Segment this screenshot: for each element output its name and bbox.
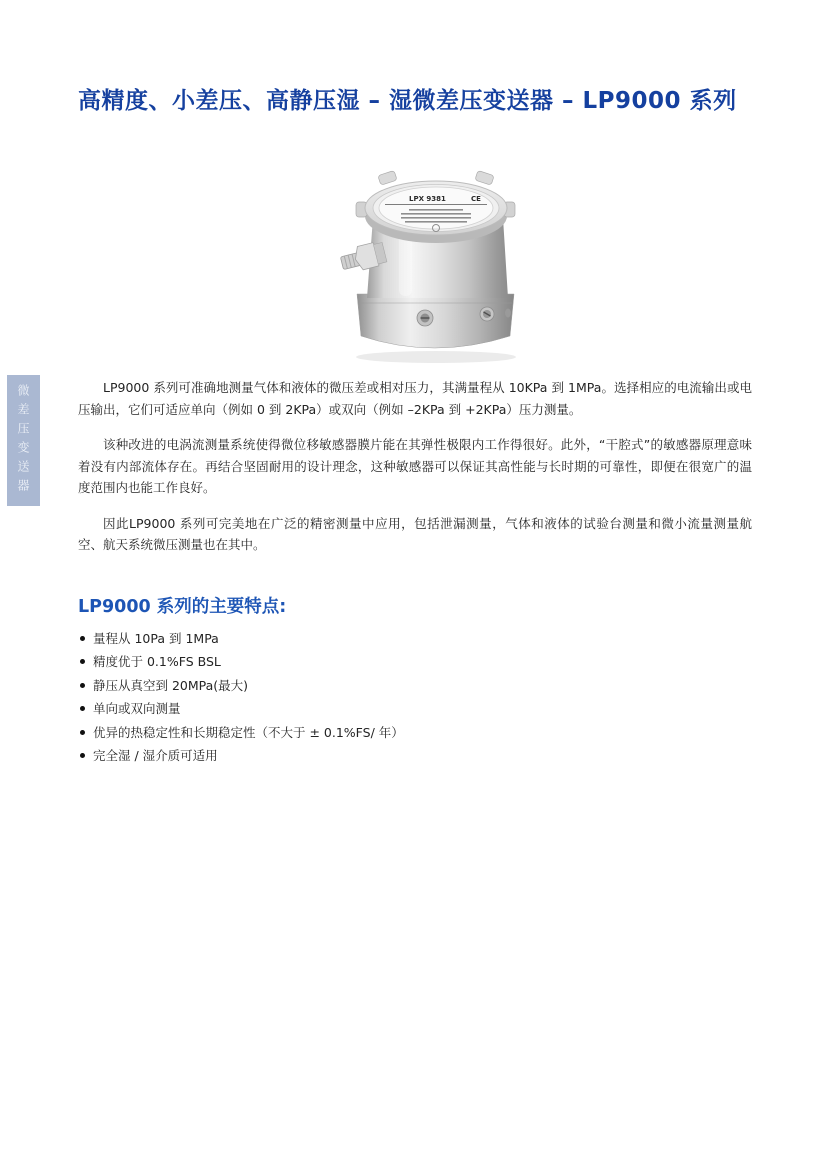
bullet-icon — [80, 636, 85, 641]
bullet-icon — [80, 683, 85, 688]
flange-screw-right — [480, 307, 494, 321]
feature-item-label: 量程从 10Pa 到 1MPa — [93, 630, 219, 646]
nameplate-model-text: LPX 9381 — [409, 195, 446, 203]
nameplate-rule — [385, 204, 487, 205]
feature-item — [78, 674, 752, 698]
bullet-icon — [80, 706, 85, 711]
product-photo — [337, 166, 522, 364]
feature-item-label: 优异的热稳定性和长期稳定性（不大于 ± 0.1%FS/ 年） — [93, 724, 404, 740]
flange-edge-nub — [505, 309, 511, 318]
ce-mark: CE — [471, 195, 481, 203]
page-title: 高精度、小差压、高静压湿 – 湿微差压变送器 – LP9000 系列 — [78, 88, 737, 114]
feature-item-label: 精度优于 0.1%FS BSL — [93, 654, 221, 669]
bullet-icon — [80, 730, 85, 735]
feature-item-label: 静压从真空到 20MPa(最大) — [93, 677, 249, 693]
bullet-icon — [80, 753, 85, 758]
bullet-icon — [80, 659, 85, 664]
features-list — [78, 627, 752, 768]
flange-screw-front — [417, 310, 433, 326]
feature-item — [78, 721, 752, 745]
nameplate — [379, 187, 493, 229]
intro-paragraph-2: 该种改进的电涡流测量系统使得微位移敏感器膜片能在其弹性极限内工作得很好。此外，“干腔式”的敏感器原理意味着没有内部流体存在。再结合坚固耐用的设计理念，这种敏感器可以保证其高性能与长时期的可靠性，即便在很宽广的温度范围内也能工作良好。 — [78, 437, 752, 495]
pressure-transmitter-illustration — [337, 166, 522, 364]
feature-item — [78, 650, 752, 674]
feature-item — [78, 697, 752, 721]
body-content — [78, 377, 752, 768]
features-heading: LP9000 系列的主要特点: — [78, 596, 287, 617]
feature-item-label: 单向或双向测量 — [93, 701, 181, 716]
category-side-tab-label: 微差压变送器 — [16, 383, 30, 498]
intro-paragraph-1: LP9000 系列可准确地测量气体和液体的微压差或相对压力，其满量程从 10KPa 到 1MPa。选择相应的电流输出或电压输出，它们可适应单向（例如 0 到 2KPa）或双向（例如 –2KPa 到 +2KPa）压力测量。 — [78, 380, 752, 417]
shadow — [356, 351, 516, 363]
feature-item-label: 完全湿 / 湿介质可适用 — [93, 748, 218, 763]
intro-paragraph-3: 因此LP9000 系列可完美地在广泛的精密测量中应用，包括泄漏测量，气体和液体的试验台测量和微小流量测量航空、航天系统微压测量也在其中。 — [78, 515, 752, 552]
feature-item — [78, 627, 752, 651]
category-side-tab — [7, 375, 40, 506]
feature-item — [78, 744, 752, 768]
flange — [357, 294, 514, 348]
